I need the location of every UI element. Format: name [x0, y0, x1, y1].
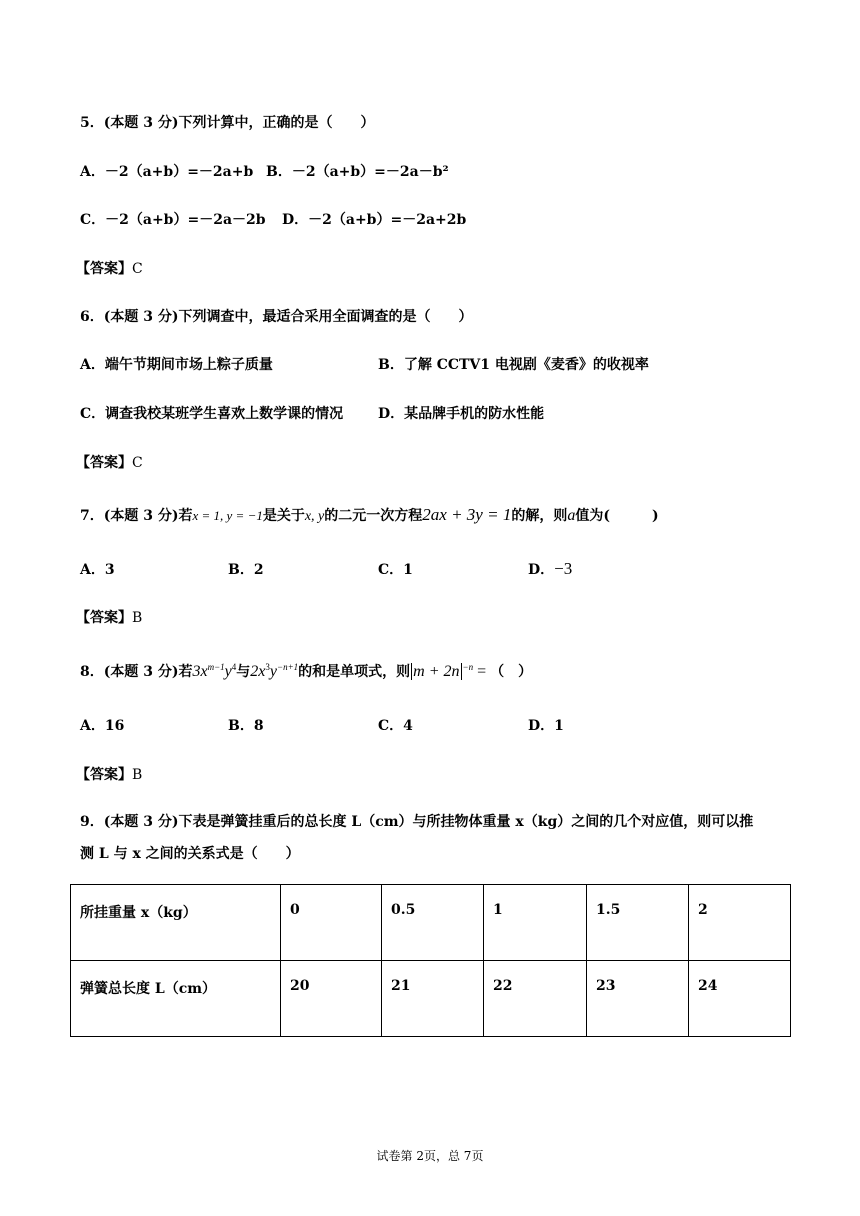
q7-mid1: 是关于 — [262, 508, 305, 524]
answer-value: B — [132, 767, 143, 783]
q7-var-a: a — [567, 507, 576, 524]
answer-value: B — [132, 610, 143, 626]
q8-abs-exp: −n — [462, 662, 474, 672]
q7-option-b: B．2 — [228, 562, 264, 578]
q6-option-c: C．调查我校某班学生喜欢上数学课的情况 — [80, 406, 344, 422]
q7-vars: x, y — [304, 509, 325, 524]
q6-answer — [76, 452, 143, 472]
answer-value: C — [132, 455, 143, 471]
q5-option-d: D．－2（a+b）=－2a+2b — [282, 212, 467, 228]
q8-term2-exp: 3 — [265, 662, 270, 672]
q7-option-d-label: D． — [528, 562, 555, 578]
q8-prefix: 8．(本题 3 分)若 — [80, 664, 193, 680]
spring-data-table — [70, 884, 791, 1037]
q8-option-c: C．4 — [378, 718, 413, 734]
q6-option-a: A．端午节期间市场上粽子质量 — [80, 357, 273, 373]
q7-suffix: 值为( ) — [575, 508, 659, 524]
table-cell: 2 — [689, 885, 791, 961]
q8-term1: 3x — [192, 663, 208, 680]
q8-option-a: A．16 — [80, 718, 125, 734]
answer-label: 【答案】 — [76, 455, 132, 471]
q8-option-b: B．8 — [228, 718, 264, 734]
table-cell: 20 — [281, 961, 382, 1037]
q8-stem — [80, 661, 532, 681]
q7-option-d — [528, 559, 572, 579]
table-cell: 0 — [281, 885, 382, 961]
q7-equation: 2ax + 3y = 1 — [422, 505, 512, 524]
answer-value: C — [132, 261, 143, 277]
q6-stem: 6．(本题 3 分)下列调查中，最适合采用全面调查的是（ ） — [80, 309, 473, 325]
q8-answer — [76, 764, 142, 784]
q8-mid1: 与 — [236, 664, 251, 680]
q8-suffix: （ ） — [490, 664, 533, 680]
q7-option-c: C．1 — [378, 562, 413, 578]
abs-bar-right — [461, 663, 462, 680]
q8-term1-y-exp: 4 — [231, 662, 237, 672]
q5-stem: 5．(本题 3 分)下列计算中，正确的是（ ） — [80, 115, 375, 131]
q8-option-d: D．1 — [528, 718, 564, 734]
table-cell: 1 — [484, 885, 587, 961]
table-cell: 22 — [484, 961, 587, 1037]
table-header-cell: 所挂重量 x（kg） — [71, 885, 281, 961]
q8-term2: 2x — [250, 663, 266, 680]
q8-mid2: 的和是单项式，则 — [298, 664, 411, 680]
q5-option-a: A．－2（a+b）=－2a+b — [80, 164, 254, 180]
answer-label: 【答案】 — [76, 610, 132, 626]
q8-term2-y: y — [269, 663, 277, 680]
q8-abs-expr: m + 2n — [413, 663, 460, 680]
q6-option-d: D．某品牌手机的防水性能 — [378, 406, 545, 422]
q7-answer — [76, 607, 142, 627]
q7-stem — [80, 505, 659, 525]
table-cell: 1.5 — [587, 885, 689, 961]
answer-label: 【答案】 — [76, 767, 132, 783]
q7-option-d-value: −3 — [554, 559, 573, 578]
q7-option-a: A．3 — [80, 562, 115, 578]
table-cell: 0.5 — [382, 885, 484, 961]
q8-term1-exp: m−1 — [207, 662, 225, 672]
q8-term1-y: y — [224, 663, 232, 680]
table-cell: 21 — [382, 961, 484, 1037]
page-footer: 试卷第 2页，总 7页 — [376, 1149, 484, 1163]
q9-stem-line1: 9．(本题 3 分)下表是弹簧挂重后的总长度 L（cm）与所挂物体重量 x（kg）之间的几个对应值，则可以推 — [80, 814, 754, 830]
q9-stem-line2: 测 L 与 x 之间的关系式是（ ） — [80, 846, 300, 862]
q5-option-b: B．－2（a+b）=－2a－b² — [266, 164, 449, 180]
q7-prefix: 7．(本题 3 分)若 — [80, 508, 193, 524]
q8-equals: = — [473, 663, 491, 680]
answer-label: 【答案】 — [76, 261, 132, 277]
table-cell: 24 — [689, 961, 791, 1037]
q6-option-b: B．了解 CCTV1 电视剧《麦香》的收视率 — [378, 357, 649, 373]
table-header-cell: 弹簧总长度 L（cm） — [71, 961, 281, 1037]
q5-option-c: C．－2（a+b）=－2a－2b — [80, 212, 266, 228]
q5-answer — [76, 258, 143, 278]
q7-mid2: 的二元一次方程 — [324, 508, 423, 524]
q7-mid3: 的解，则 — [511, 508, 568, 524]
abs-bar-left — [411, 663, 412, 680]
table-row — [71, 961, 791, 1037]
q8-term2-y-exp: −n+1 — [277, 662, 299, 672]
table-row — [71, 885, 791, 961]
table-cell: 23 — [587, 961, 689, 1037]
q7-condition: x = 1, y = −1 — [192, 508, 263, 523]
